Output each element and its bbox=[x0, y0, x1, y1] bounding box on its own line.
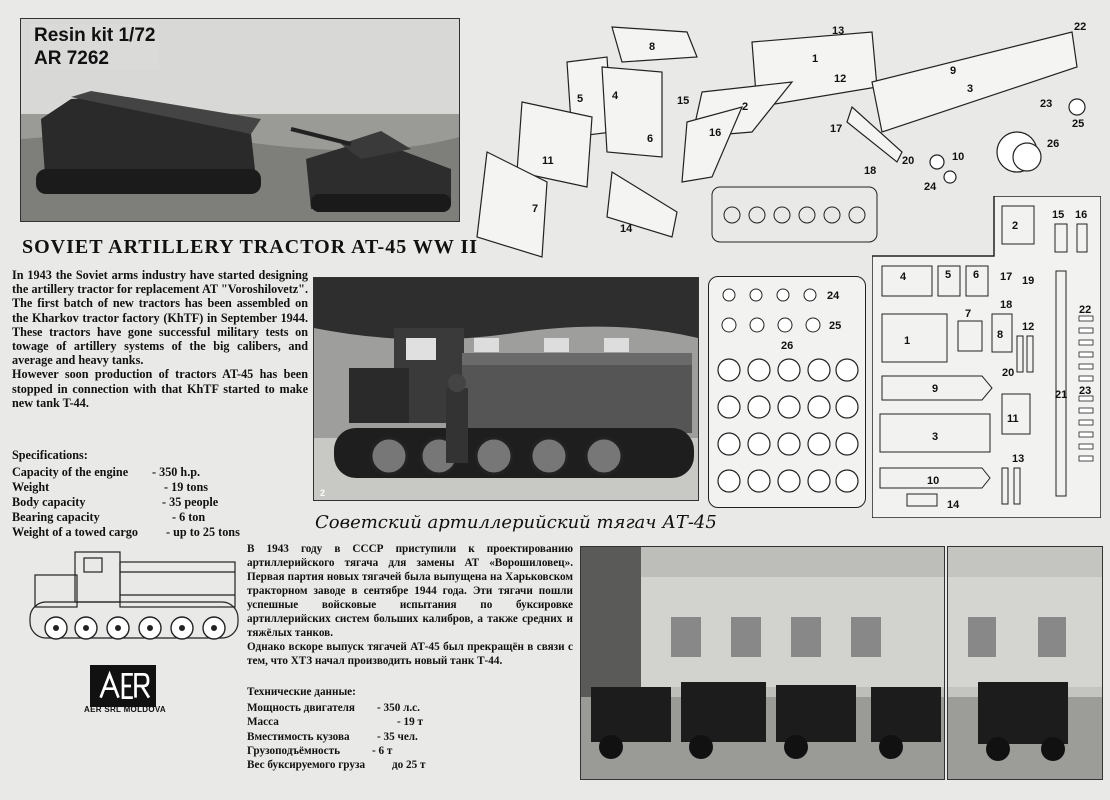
sheet-label-8: 8 bbox=[997, 329, 1004, 341]
part-label-15: 15 bbox=[677, 95, 690, 107]
spec-row bbox=[12, 510, 312, 525]
spec-value: - 6 т bbox=[372, 744, 393, 757]
spec-key: Мощность двигателя bbox=[247, 702, 355, 715]
description-en-para-2: However soon production of tractors AT-45 has been stopped in connection with that KhTF started to make new tank T-44. bbox=[12, 367, 308, 410]
sprue-label-25: 25 bbox=[829, 320, 842, 332]
spec-key: Body capacity bbox=[12, 495, 86, 509]
wheels-sprue-svg bbox=[709, 277, 865, 507]
sheet-label-22: 22 bbox=[1079, 304, 1092, 316]
description-en bbox=[12, 268, 308, 410]
part-label-14: 14 bbox=[620, 223, 633, 235]
part-label-2: 2 bbox=[742, 101, 749, 113]
sheet-label-20: 20 bbox=[1002, 367, 1015, 379]
sheet-label-11: 11 bbox=[1007, 413, 1019, 425]
spec-key: Грузоподъёмность bbox=[247, 744, 341, 757]
factory-photo-right bbox=[947, 546, 1103, 780]
spec-value: - 6 ton bbox=[172, 510, 206, 524]
part-label-26: 26 bbox=[1047, 138, 1060, 150]
part-label-7: 7 bbox=[532, 203, 539, 215]
part-label-11: 11 bbox=[542, 155, 554, 167]
spec-key: Weight bbox=[12, 480, 50, 494]
spec-row bbox=[12, 525, 312, 540]
specs-ru bbox=[247, 685, 547, 772]
spec-row bbox=[247, 715, 547, 729]
title-ru: Советский артиллерийский тягач АТ-45 bbox=[315, 512, 717, 533]
parts-sheet bbox=[872, 196, 1101, 518]
spec-row bbox=[247, 744, 547, 758]
spec-row bbox=[247, 730, 547, 744]
sheet-label-2: 2 bbox=[1012, 220, 1019, 232]
spec-value: - 19 т bbox=[397, 716, 424, 729]
sheet-label-1: 1 bbox=[904, 335, 911, 347]
sprue-label-24: 24 bbox=[827, 290, 840, 302]
wheels-sprue bbox=[708, 276, 866, 508]
spec-value: - 350 h.p. bbox=[152, 465, 201, 479]
spec-value: - 350 л.с. bbox=[377, 702, 420, 715]
spec-value: - up to 25 tons bbox=[166, 525, 240, 539]
at45-photo bbox=[314, 278, 698, 500]
sheet-label-21: 21 bbox=[1055, 389, 1068, 401]
sheet-label-19: 19 bbox=[1022, 275, 1035, 287]
kit-scale: Resin kit 1/72 bbox=[34, 25, 156, 46]
sheet-label-3: 3 bbox=[932, 431, 939, 443]
page-title: SOVIET ARTILLERY TRACTOR AT-45 WW II bbox=[22, 236, 479, 258]
spec-key: Вес буксируемого груза bbox=[247, 759, 366, 772]
spec-row bbox=[12, 495, 312, 510]
logo-caption: AER SRL MOLDOVA bbox=[84, 705, 166, 714]
part-label-4: 4 bbox=[612, 90, 619, 102]
part-label-23: 23 bbox=[1040, 98, 1053, 110]
sheet-label-18: 18 bbox=[1000, 299, 1013, 311]
part-label-16: 16 bbox=[709, 127, 722, 139]
part-label-12: 12 bbox=[834, 73, 847, 85]
part-label-3: 3 bbox=[967, 83, 974, 95]
sheet-label-16: 16 bbox=[1075, 209, 1088, 221]
factory-photo-left bbox=[580, 546, 945, 780]
part-label-9: 9 bbox=[950, 65, 957, 77]
sheet-label-23: 23 bbox=[1079, 385, 1092, 397]
aer-logo-mark bbox=[94, 669, 152, 703]
sheet-label-9: 9 bbox=[932, 383, 939, 395]
description-en-para-1: In 1943 the Soviet arms industry have started designing the artillery tractor for replacement AT "Voroshilovetz". The first batch of new tractors has been assembled on the Kharkov tractor factory (KhTF) in September 1944. These tractors have gone successful military tests on towage of artillery systems of the big calibers, and average and heavy tanks. bbox=[12, 268, 308, 368]
spec-key: Weight of a towed cargo bbox=[12, 525, 138, 539]
spec-value: - 35 people bbox=[162, 495, 219, 509]
sprue-label-26: 26 bbox=[781, 340, 794, 352]
description-ru-para-2: Однако вскоре выпуск тягачей АТ-45 был прекращён в связи с тем, что ХТЗ начал производить новый танк Т-44. bbox=[247, 641, 573, 667]
spec-value: - 19 tons bbox=[164, 480, 209, 494]
spec-value: до 25 т bbox=[392, 759, 426, 772]
spec-row bbox=[247, 701, 547, 715]
factory-photo-svg bbox=[581, 547, 944, 779]
part-label-8: 8 bbox=[649, 41, 656, 53]
sheet-label-10: 10 bbox=[927, 475, 940, 487]
aer-logo bbox=[90, 665, 156, 707]
sheet-label-12: 12 bbox=[1022, 321, 1035, 333]
specs-heading-text: Specifications: bbox=[12, 448, 88, 462]
part-label-6: 6 bbox=[647, 133, 654, 145]
sheet-label-4: 4 bbox=[900, 271, 907, 283]
kit-number: AR 7262 bbox=[34, 48, 109, 69]
part-label-18: 18 bbox=[864, 165, 877, 177]
tractor-side-photo bbox=[313, 277, 699, 501]
sheet-label-17: 17 bbox=[1000, 271, 1013, 283]
specs-ru-heading bbox=[247, 685, 547, 699]
side-profile-drawing bbox=[20, 540, 245, 650]
part-label-22: 22 bbox=[1074, 21, 1087, 33]
profile-svg bbox=[20, 540, 245, 650]
sheet-label-15: 15 bbox=[1052, 209, 1065, 221]
spec-row bbox=[12, 465, 312, 480]
sheet-label-5: 5 bbox=[945, 269, 952, 281]
part-label-10: 10 bbox=[952, 151, 965, 163]
sheet-label-7: 7 bbox=[965, 308, 972, 320]
spec-row bbox=[12, 480, 312, 495]
spec-key: Bearing capacity bbox=[12, 510, 100, 524]
spec-row bbox=[247, 758, 547, 772]
spec-value: - 35 чел. bbox=[377, 730, 418, 743]
photo-number: 2 bbox=[320, 488, 326, 498]
part-label-1: 1 bbox=[812, 53, 819, 65]
spec-key: Вместимость кузова bbox=[247, 730, 350, 743]
part-label-24: 24 bbox=[924, 181, 937, 193]
sheet-label-6: 6 bbox=[973, 269, 980, 281]
spec-key: Масса bbox=[247, 716, 279, 729]
kit-title bbox=[30, 24, 159, 70]
specs-en bbox=[12, 448, 312, 540]
description-ru-para-1: В 1943 году в СССР приступили к проектированию артиллерийского тягача для замены АТ «Ворошиловец». Первая партия новых тягачей была выпущена на Харьковском тракторном заводе в сентябре 1944 года. Эти тягачи пошли успешные войсковые испытания по буксировке артиллерийских систем больших калибров, а также средних и тяжёлых танков. bbox=[247, 543, 573, 639]
part-label-13: 13 bbox=[832, 25, 845, 37]
specs-en-heading bbox=[12, 448, 312, 463]
part-label-5: 5 bbox=[577, 93, 584, 105]
factory-photo-right-svg bbox=[948, 547, 1102, 779]
description-ru bbox=[247, 542, 573, 668]
spec-key: Capacity of the engine bbox=[12, 465, 129, 479]
part-label-25: 25 bbox=[1072, 118, 1085, 130]
part-label-20: 20 bbox=[902, 155, 915, 167]
sheet-label-13: 13 bbox=[1012, 453, 1025, 465]
part-label-17: 17 bbox=[830, 123, 843, 135]
parts-sheet-svg bbox=[872, 196, 1101, 518]
specs-ru-heading-text: Технические данные: bbox=[247, 686, 356, 698]
sheet-label-14: 14 bbox=[947, 499, 960, 511]
